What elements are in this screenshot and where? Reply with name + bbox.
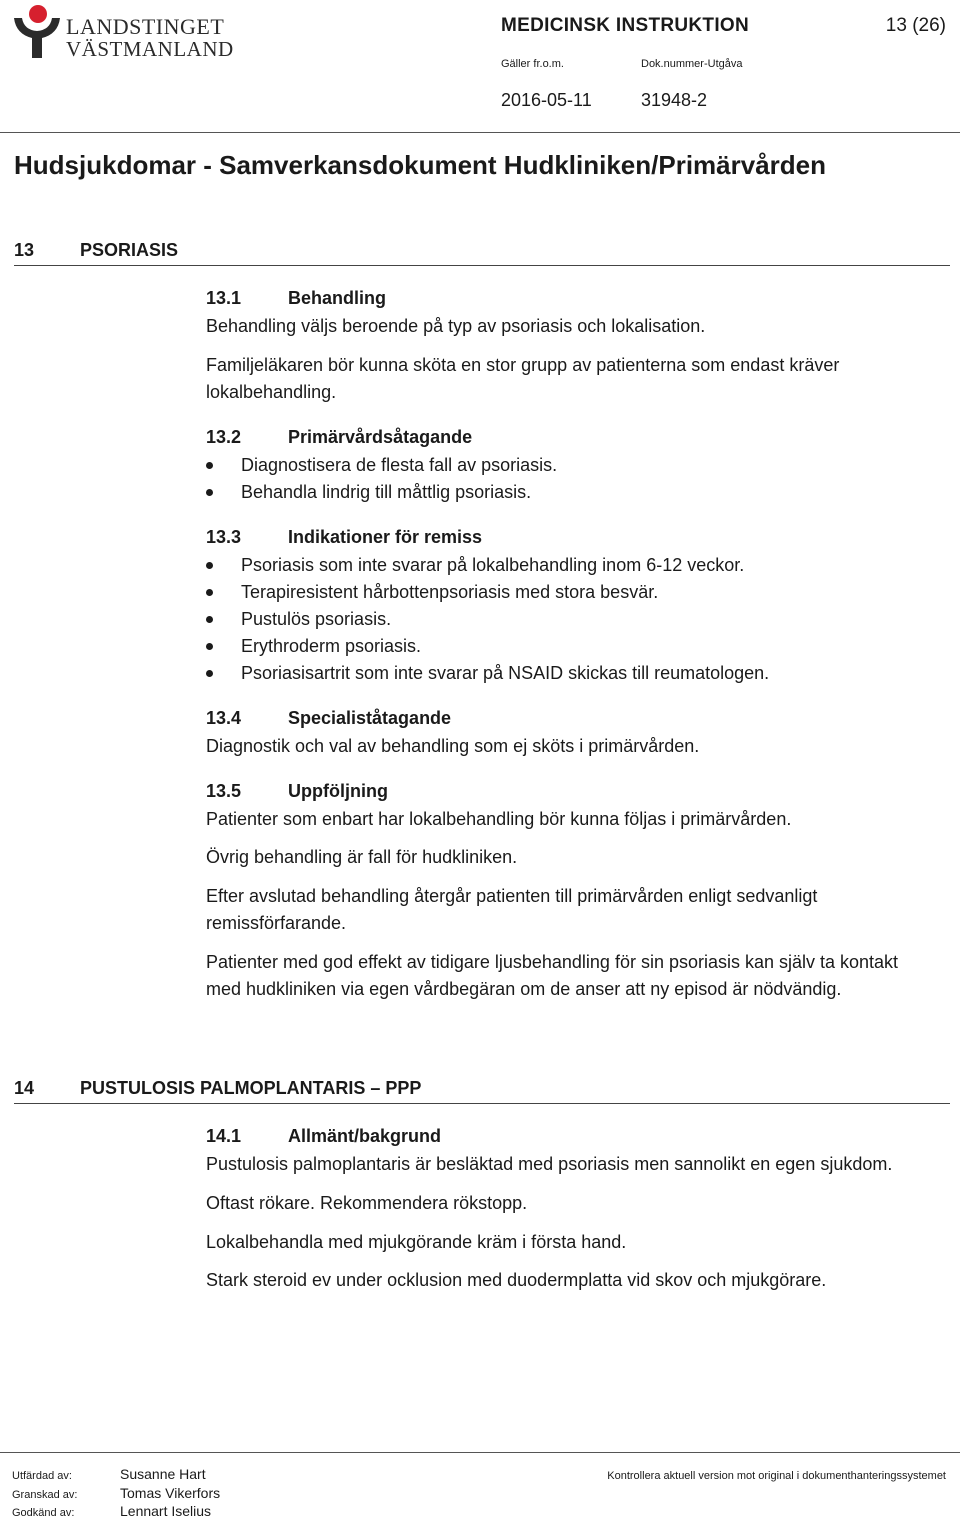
subsection-number: 13.2: [206, 427, 242, 447]
subsection-number: 13.5: [206, 781, 242, 801]
bullet-text: Pustulös psoriasis.: [241, 609, 392, 629]
paragraph: Patienter som enbart har lokalbehandling bör kunna följas i primärvården.: [206, 809, 792, 829]
issued-by: Susanne Hart: [120, 1466, 206, 1482]
bullet-icon: [206, 670, 213, 677]
header-divider: [0, 132, 960, 133]
subsection-number: 13.4: [206, 708, 242, 728]
subsection-title: Uppföljning: [288, 781, 388, 801]
paragraph: Efter avslutad behandling återgår patienten till primärvården enligt sedvanligt remissförfarande.: [206, 886, 818, 933]
subsection-number: 14.1: [206, 1126, 242, 1146]
page-number: 13 (26): [885, 15, 946, 36]
bullet-text: Behandla lindrig till måttlig psoriasis.: [241, 482, 532, 502]
logo-figure-icon: [12, 4, 64, 60]
subsection-heading-13-4: [206, 708, 451, 729]
paragraph: Pustulosis palmoplantaris är besläktad med psoriasis men sannolikt en egen sjukdom.: [206, 1154, 893, 1174]
bullet-icon: [206, 589, 213, 596]
paragraph: Stark steroid ev under ocklusion med duodermplatta vid skov och mjukgörare.: [206, 1270, 827, 1290]
bullet-text: Erythroderm psoriasis.: [241, 636, 422, 656]
logo-line-2: VÄSTMANLAND: [66, 37, 234, 61]
paragraph: Familjeläkaren bör kunna sköta en stor grupp av patienterna som endast kräver lokalbehandling.: [206, 355, 840, 402]
subsection-title: Allmänt/bakgrund: [288, 1126, 442, 1146]
bullet-icon: [206, 562, 213, 569]
bullet-text: Psoriasisartrit som inte svarar på NSAID skickas till reumatologen.: [241, 663, 770, 683]
document-type: MEDICINSK INSTRUKTION: [501, 15, 750, 36]
approved-by: Lennart Iselius: [120, 1503, 212, 1519]
subsection-title: Behandling: [288, 288, 386, 308]
subsection-title: Specialiståtagande: [288, 708, 452, 728]
reviewed-by: Tomas Vikerfors: [120, 1485, 221, 1501]
bullet-text: Psoriasis som inte svarar på lokalbehandling inom 6-12 veckor.: [241, 555, 745, 575]
doc-number-label: Dok.nummer-Utgåva: [641, 58, 743, 70]
section-heading-13: [14, 238, 950, 266]
subsection-heading-13-3: [206, 527, 482, 548]
paragraph: Diagnostik och val av behandling som ej sköts i primärvården.: [206, 736, 700, 756]
bullet-icon: [206, 643, 213, 650]
subsection-heading-13-1: [206, 288, 386, 309]
reviewed-by-label: Granskad av:: [12, 1489, 78, 1501]
section-heading-14: [14, 1076, 950, 1104]
valid-from-date: 2016-05-11: [501, 90, 592, 110]
approved-by-label: Godkänd av:: [12, 1507, 75, 1519]
subsection-heading-14-1: [206, 1126, 441, 1147]
bullet-text: Diagnostisera de flesta fall av psoriasis.: [241, 455, 558, 475]
subsection-title: Primärvårdsåtagande: [288, 427, 473, 447]
bullet-icon: [206, 616, 213, 623]
bullet-text: Terapiresistent hårbottenpsoriasis med stora besvär.: [241, 582, 659, 602]
version-control-note: Kontrollera aktuell version mot original i dokumenthanteringssystemet: [607, 1470, 946, 1482]
county-council-logo-icon: [12, 4, 234, 61]
doc-number: 31948-2: [641, 90, 708, 110]
footer-divider: [0, 1452, 960, 1453]
document-title: Hudsjukdomar - Samverkansdokument Hudkliniken/Primärvården: [14, 150, 827, 180]
section-number: 14: [14, 1078, 35, 1098]
section-title: PSORIASIS: [80, 240, 179, 260]
paragraph: Patienter med god effekt av tidigare ljusbehandling för sin psoriasis kan själv ta kontakt med hudkliniken via egen vårdbegäran om de anser att ny episod är nödvändig.: [206, 952, 899, 999]
subsection-heading-13-5: [206, 781, 388, 802]
logo-line-1: LANDSTINGET: [66, 14, 225, 39]
issued-by-label: Utfärdad av:: [12, 1470, 72, 1482]
section-number: 13: [14, 240, 35, 260]
subsection-number: 13.3: [206, 527, 242, 547]
bullet-icon: [206, 462, 213, 469]
subsection-heading-13-2: [206, 427, 472, 448]
subsection-title: Indikationer för remiss: [288, 527, 483, 547]
valid-from-label: Gäller fr.o.m.: [501, 58, 564, 70]
paragraph: Lokalbehandla med mjukgörande kräm i första hand.: [206, 1232, 627, 1252]
paragraph: Behandling väljs beroende på typ av psoriasis och lokalisation.: [206, 316, 706, 336]
paragraph: Oftast rökare. Rekommendera rökstopp.: [206, 1193, 528, 1213]
paragraph: Övrig behandling är fall för hudkliniken.: [206, 847, 518, 867]
section-title: PUSTULOSIS PALMOPLANTARIS – PPP: [80, 1078, 422, 1098]
subsection-number: 13.1: [206, 288, 242, 308]
bullet-icon: [206, 489, 213, 496]
